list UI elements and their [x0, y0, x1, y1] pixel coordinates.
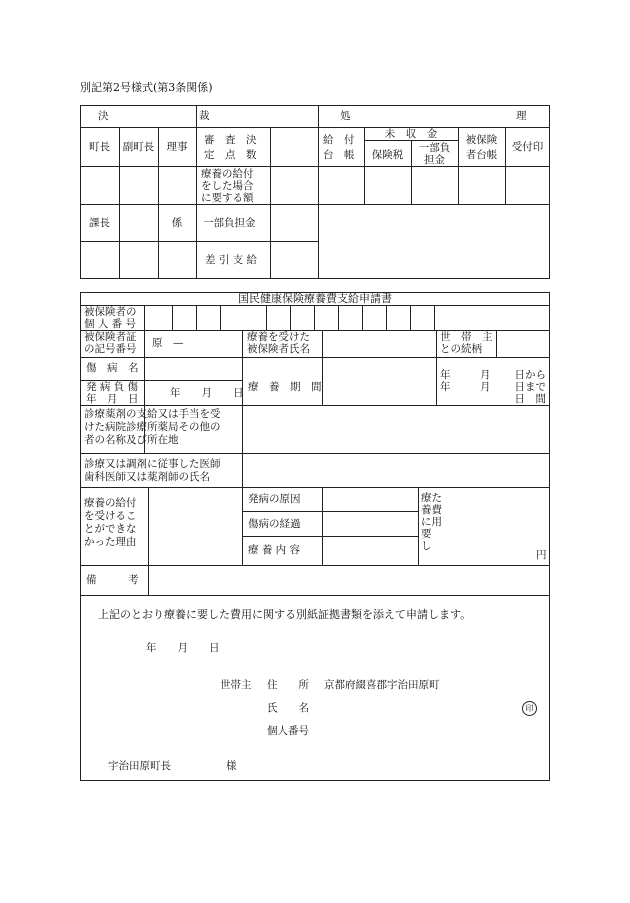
mishukin-label: 未 収 金	[384, 128, 438, 140]
ryoyo-uketa-label: 療養を受けた	[247, 331, 310, 343]
shinsa-label-2: 定 点 数	[204, 149, 257, 161]
setainushi-zokugara-label: 世 帯 主	[440, 331, 493, 343]
setainushi-zokugara-label-2: との続柄	[440, 343, 482, 355]
shori-label-2: 理	[516, 110, 527, 122]
kikan-nen-1: 年	[440, 369, 451, 381]
ichibu-futankin-label: 一部負担金	[203, 217, 256, 229]
application-date[interactable]: 年 月 日	[146, 642, 220, 654]
yakuzai-label: 診療薬剤の支給又は手当を受	[84, 408, 221, 420]
kikan-tsuki-2: 月	[480, 381, 491, 393]
hatsubyo-genin-label: 発病の原因	[248, 493, 301, 505]
kikan-tsuki-1: 月	[480, 369, 491, 381]
biko-label: 備 考	[86, 574, 139, 586]
hassho-date-label-2: 年 月 日	[86, 393, 139, 405]
kigo-bango-label-2: の記号番号	[84, 343, 137, 355]
shori-label: 処	[340, 110, 351, 122]
yakuzai-label-3: 者の名称及び所在地	[84, 434, 179, 446]
riyu-label-2: を受けるこ	[84, 510, 137, 522]
ichibu-futan-label: 一部負	[418, 142, 451, 154]
hiyo-label-v4: 要	[421, 528, 432, 540]
hihokensha-daicho-label: 被保険	[465, 134, 498, 146]
riyu-label-3: とができな	[84, 523, 137, 535]
shinsa-label: 審 査 決	[204, 134, 257, 146]
kessai-label: 決	[98, 110, 109, 122]
application-title: 国民健康保険療養費支給申請書	[238, 292, 392, 305]
yakuzai-label-2: けた病院診療所薬局その他の	[84, 421, 221, 433]
uketsukein-label: 受付印	[511, 141, 544, 153]
shobyo-keika-label: 傷病の経過	[248, 518, 301, 530]
chocho-label: 町長	[89, 141, 110, 153]
kigo-bango-value[interactable]: 原 —	[152, 337, 184, 349]
riyu-label-4: かった理由	[84, 536, 137, 548]
hassho-date-value[interactable]: 年 月 日	[170, 387, 244, 399]
kojin-bango-label: 被保険者の	[84, 306, 137, 318]
kikan-hi-made: 日まで	[514, 381, 546, 393]
addressee-sama: 様	[226, 760, 237, 772]
ryoyo-kyufu-label: 療養の給付	[201, 168, 254, 180]
addressee: 宇治田原町長	[108, 760, 171, 772]
hiyo-label-v3: に用	[421, 516, 442, 528]
kojin-bango-sign-label: 個人番号	[267, 725, 309, 737]
setainushi-label: 世帯主	[220, 679, 252, 691]
riji-label: 理事	[166, 141, 188, 153]
kyufu-daicho-label: 給 付	[323, 134, 355, 146]
kakari-label: 係	[171, 217, 183, 229]
ichibu-futan-label-2: 担金	[424, 154, 445, 166]
ishi-label-2: 歯科医師又は薬剤師の氏名	[84, 471, 210, 483]
yen-label: 円	[536, 549, 547, 561]
hiyo-label-v1: 療た	[421, 492, 442, 504]
kessai-label-2: 裁	[199, 110, 210, 122]
kikan-hi-kara: 日から	[514, 369, 546, 381]
kyufu-daicho-label-2: 台 帳	[323, 149, 355, 161]
ryoyo-kyufu-label-3: に要する額	[201, 192, 254, 204]
jusho-label: 住 所	[267, 679, 309, 691]
kojin-bango-label-2: 個 人 番 号	[84, 318, 137, 330]
ryoyo-uketa-label-2: 被保険者氏名	[247, 343, 310, 355]
seal-mark: 印	[522, 701, 537, 716]
hiyo-label-v5: し	[421, 540, 432, 552]
hiyo-label-v2: 養費	[421, 504, 442, 516]
ryoyo-naiyo-label: 療 養 内 容	[248, 544, 301, 556]
kigo-bango-label: 被保険者証	[84, 331, 137, 343]
hassho-date-label: 発 病 負 傷	[86, 381, 139, 393]
hokenzei-label: 保険税	[371, 149, 404, 161]
ryoyo-kikan-label: 療 養 期 間	[248, 381, 322, 393]
jusho-value[interactable]: 京都府綴喜郡宇治田原町	[324, 679, 440, 691]
kikan-hi-kan: 日 間	[514, 393, 546, 405]
kacho-label: 課長	[89, 217, 110, 229]
kikan-nen-2: 年	[440, 381, 451, 393]
sashihiki-label: 差 引 支 給	[205, 254, 258, 266]
shimei-label: 氏 名	[267, 702, 309, 714]
fukuchocho-label: 副町長	[122, 141, 155, 153]
declaration-text: 上記のとおり療養に要した費用に関する別紙証拠書類を添えて申請します。	[98, 608, 472, 621]
ishi-label: 診療又は調剤に従事した医師	[84, 458, 221, 470]
shobyomei-label: 傷 病 名	[86, 362, 139, 374]
hihokensha-daicho-label-2: 者台帳	[465, 149, 498, 161]
form-title: 別記第2号様式(第3条関係)	[80, 81, 213, 94]
riyu-label: 療養の給付	[84, 497, 137, 509]
ryoyo-kyufu-label-2: をした場合	[201, 180, 254, 192]
